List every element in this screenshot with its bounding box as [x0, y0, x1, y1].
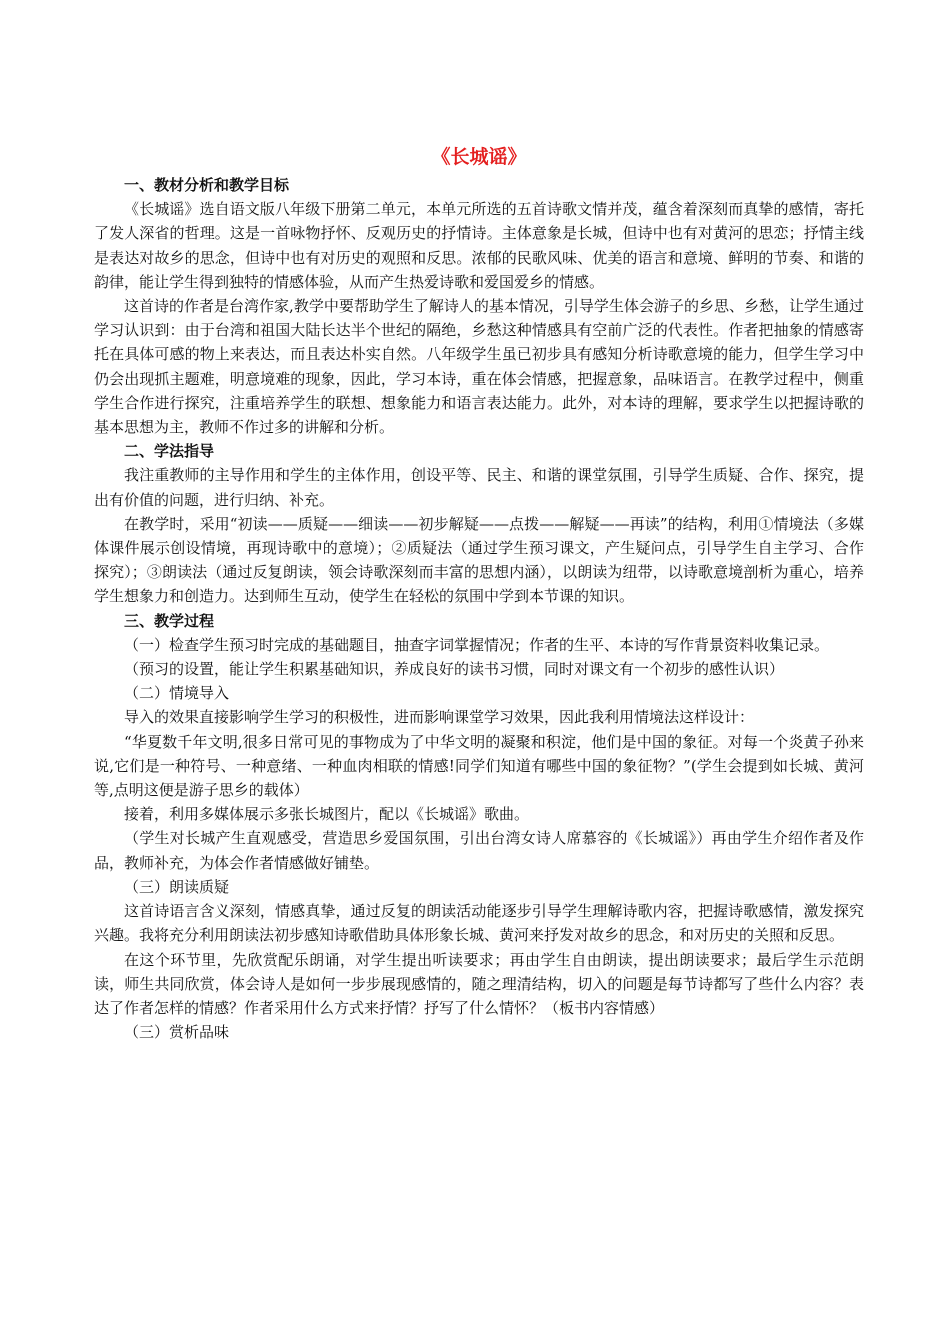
document-title: 《长城谣》	[431, 146, 527, 168]
section-heading-1: 一、教材分析和教学目标	[124, 176, 290, 194]
document-page	[94, 143, 864, 1044]
paragraph: 在这个环节里，先欣赏配乐朗诵，对学生提出听读要求；再由学生自由朗读，提出朗读要求；最后学生示范朗读，师生共同欣赏，体会诗人是如何一步步展现感情的，随之理清结构，切入的问题是每节诗都写了些什么内容？表达了作者怎样的情感？作者采用什么方式来抒情？抒写了什么情怀？（板书内容情感）	[94, 950, 864, 1017]
paragraph: 导入的效果直接影响学生学习的积极性，进而影响课堂学习效果，因此我利用情境法这样设计：	[124, 708, 755, 727]
paragraph: 《长城谣》选自语文版八年级下册第二单元，本单元所选的五首诗歌文情并茂，蕴含着深刻而真挚的感情，寄托了发人深省的哲理。这是一首咏物抒怀、反观历史的抒情诗。主体意象是长城，但诗中也有对黄河的思恋；抒情主线是表达对故乡的思念，但诗中也有对历史的观照和反思。浓郁的民歌风味、优美的语言和意境、鲜明的节奏、和谐的韵律，能让学生得到独特的情感体验，从而产生热爱诗歌和爱国爱乡的情感。	[94, 200, 864, 291]
subsection-heading: （三）赏析品味	[124, 1023, 230, 1042]
section-heading-3: 三、教学过程	[124, 611, 215, 630]
section-heading-2: 二、学法指导	[124, 442, 215, 461]
paragraph: 我注重教师的主导作用和学生的主体作用，创设平等、民主、和谐的课堂氛围，引导学生质疑、合作、探究，提出有价值的问题，进行归纳、补充。	[94, 466, 864, 509]
paragraph: 这首诗的作者是台湾作家,教学中要帮助学生了解诗人的基本情况，引导学生体会游子的乡思、乡愁，让学生通过学习认识到：由于台湾和祖国大陆长达半个世纪的隔绝，乡愁这种情感具有空前广泛的代表性。作者把抽象的情感寄托在具体可感的物上来表达，而且表达朴实自然。八年级学生虽已初步具有感知分析诗歌意境的能力，但学生学习中仍会出现抓主题难，明意境难的现象，因此，学习本诗，重在体会情感，把握意象，品味语言。在教学过程中，侧重学生合作进行探究，注重培养学生的联想、想象能力和语言表达能力。此外，对本诗的理解，要求学生以把握诗歌的基本思想为主，教师不作过多的讲解和分析。	[94, 297, 864, 437]
paragraph: 在教学时，采用“初读——质疑——细读——初步解疑——点拨——解疑——再读”的结构，利用①情境法（多媒体课件展示创设情境，再现诗歌中的意境）；②质疑法（通过学生预习课文，产生疑问点，引导学生自主学习、合作探究）；③朗读法（通过反复朗读，领会诗歌深刻而丰富的思想内涵），以朗读为纽带，以诗歌意境剖析为重心，培养学生想象力和创造力。达到师生互动，使学生在轻松的氛围中学到本节课的知识。	[94, 514, 864, 606]
subsection-heading: （三）朗读质疑	[124, 877, 230, 896]
paragraph: “华夏数千年文明,很多日常可见的事物成为了中华文明的凝聚和积淀，他们是中国的象征。对每一个炎黄子孙来说,它们是一种符号、一种意绪、一种血肉相联的情感!同学们知道有哪些中国的象征物？”(学生会提到如长城、黄河等,点明这便是游子思乡的载体）	[94, 732, 864, 800]
paragraph: （预习的设置，能让学生积累基础知识，养成良好的读书习惯，同时对课文有一个初步的感性认识）	[124, 660, 785, 679]
subsection-heading: （二）情境导入	[124, 684, 230, 703]
paragraph: 这首诗语言含义深刻，情感真挚，通过反复的朗读活动能逐步引导学生理解诗歌内容，把握诗歌感情，激发探究兴趣。我将充分利用朗读法初步感知诗歌借助具体形象长城、黄河来抒发对故乡的思念，和对历史的关照和反思。	[94, 902, 864, 945]
paragraph: （一）检查学生预习时完成的基础题目，抽查字词掌握情况；作者的生平、本诗的写作背景资料收集记录。	[124, 635, 830, 654]
paragraph: （学生对长城产生直观感受，营造思乡爱国氛围，引出台湾女诗人席慕容的《长城谣》）再由学生介绍作者及作品，教师补充，为体会作者情感做好铺垫。	[94, 829, 864, 872]
paragraph: 接着，利用多媒体展示多张长城图片，配以《长城谣》歌曲。	[124, 805, 530, 824]
